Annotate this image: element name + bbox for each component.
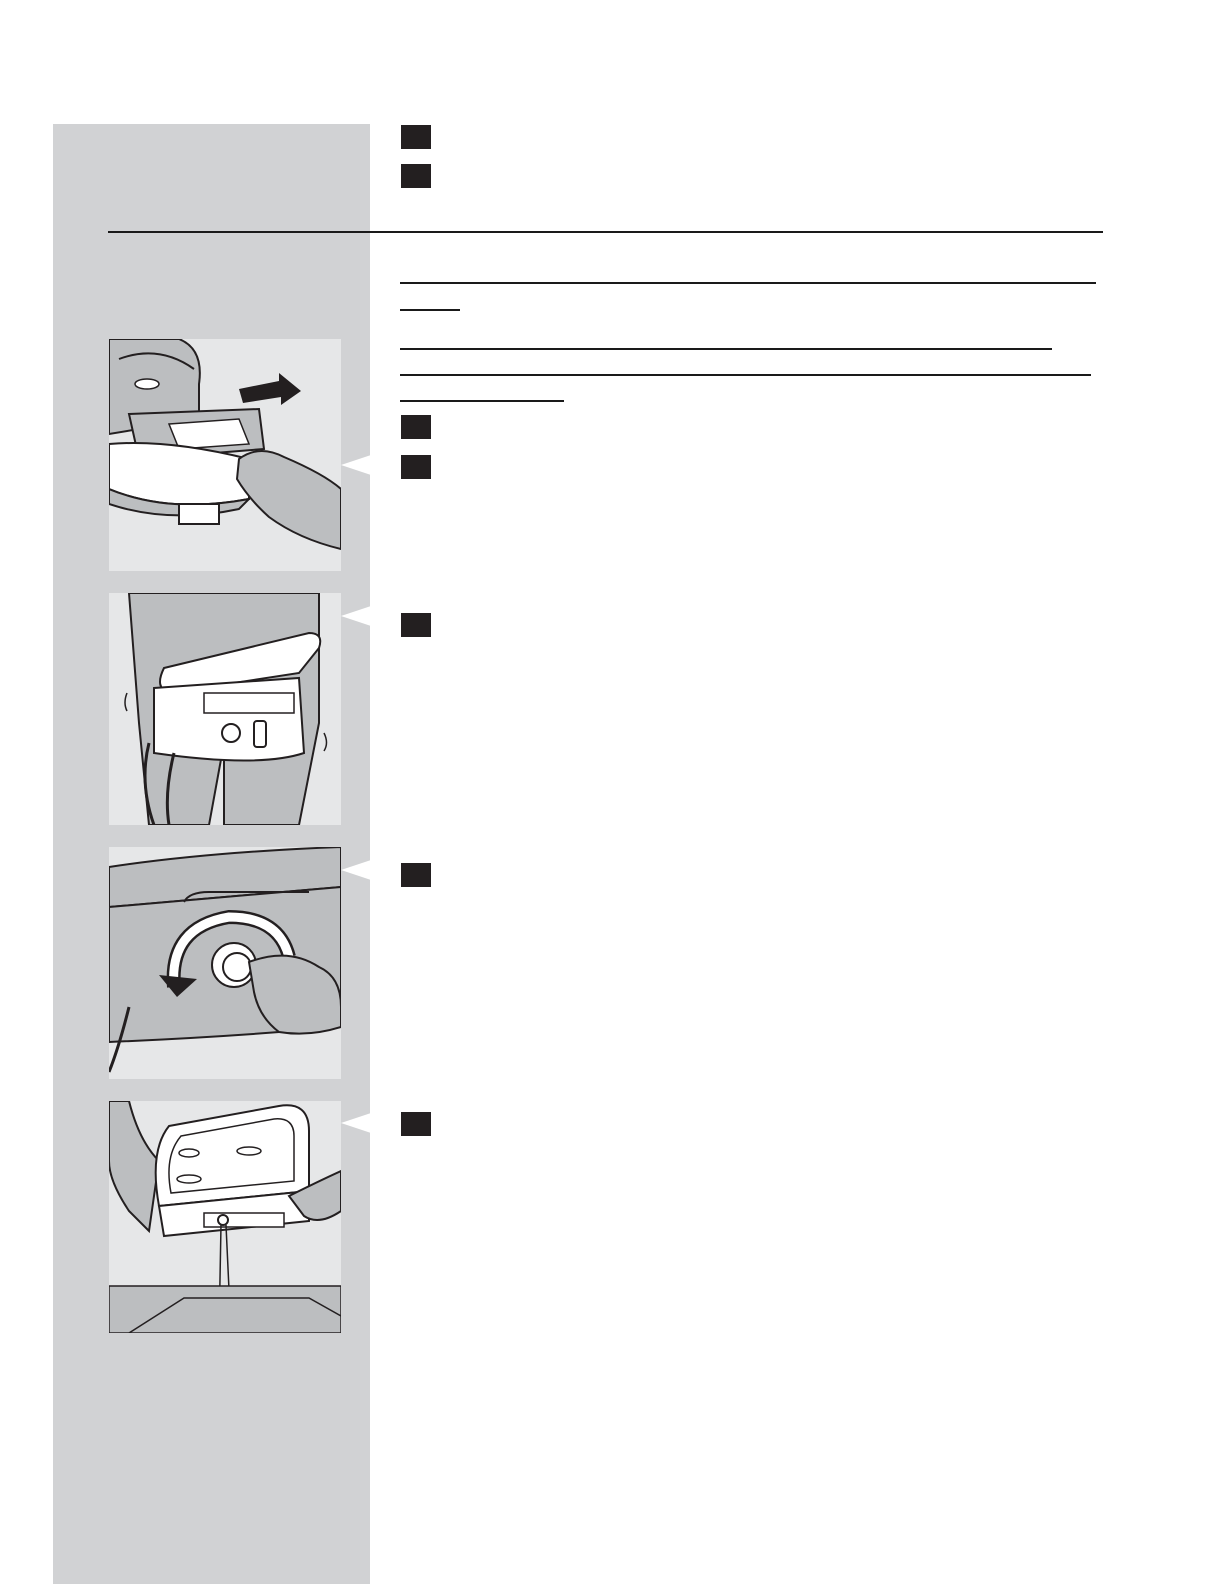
text-rule — [400, 348, 1052, 350]
pointer-arrow-icon — [341, 455, 371, 475]
pointer-arrow-icon — [341, 606, 371, 626]
text-rule — [400, 282, 1096, 284]
pointer-arrow-icon — [341, 860, 371, 880]
unscrew-cap-illustration — [109, 847, 341, 1079]
step-marker-5 — [401, 613, 431, 637]
step-marker-4 — [401, 455, 431, 479]
step-marker-2 — [401, 164, 431, 188]
section-divider — [108, 231, 1103, 233]
text-rule — [400, 400, 564, 402]
drain-water-illustration — [109, 1101, 341, 1333]
step-marker-7 — [401, 1112, 431, 1136]
shake-base-illustration — [109, 593, 341, 825]
step-marker-6 — [401, 863, 431, 887]
pointer-arrow-icon — [341, 1113, 371, 1133]
text-rule — [400, 309, 460, 311]
step-marker-3 — [401, 415, 431, 439]
text-rule — [400, 374, 1091, 376]
step-marker-1 — [401, 125, 431, 149]
open-docking-station-illustration — [109, 339, 341, 571]
